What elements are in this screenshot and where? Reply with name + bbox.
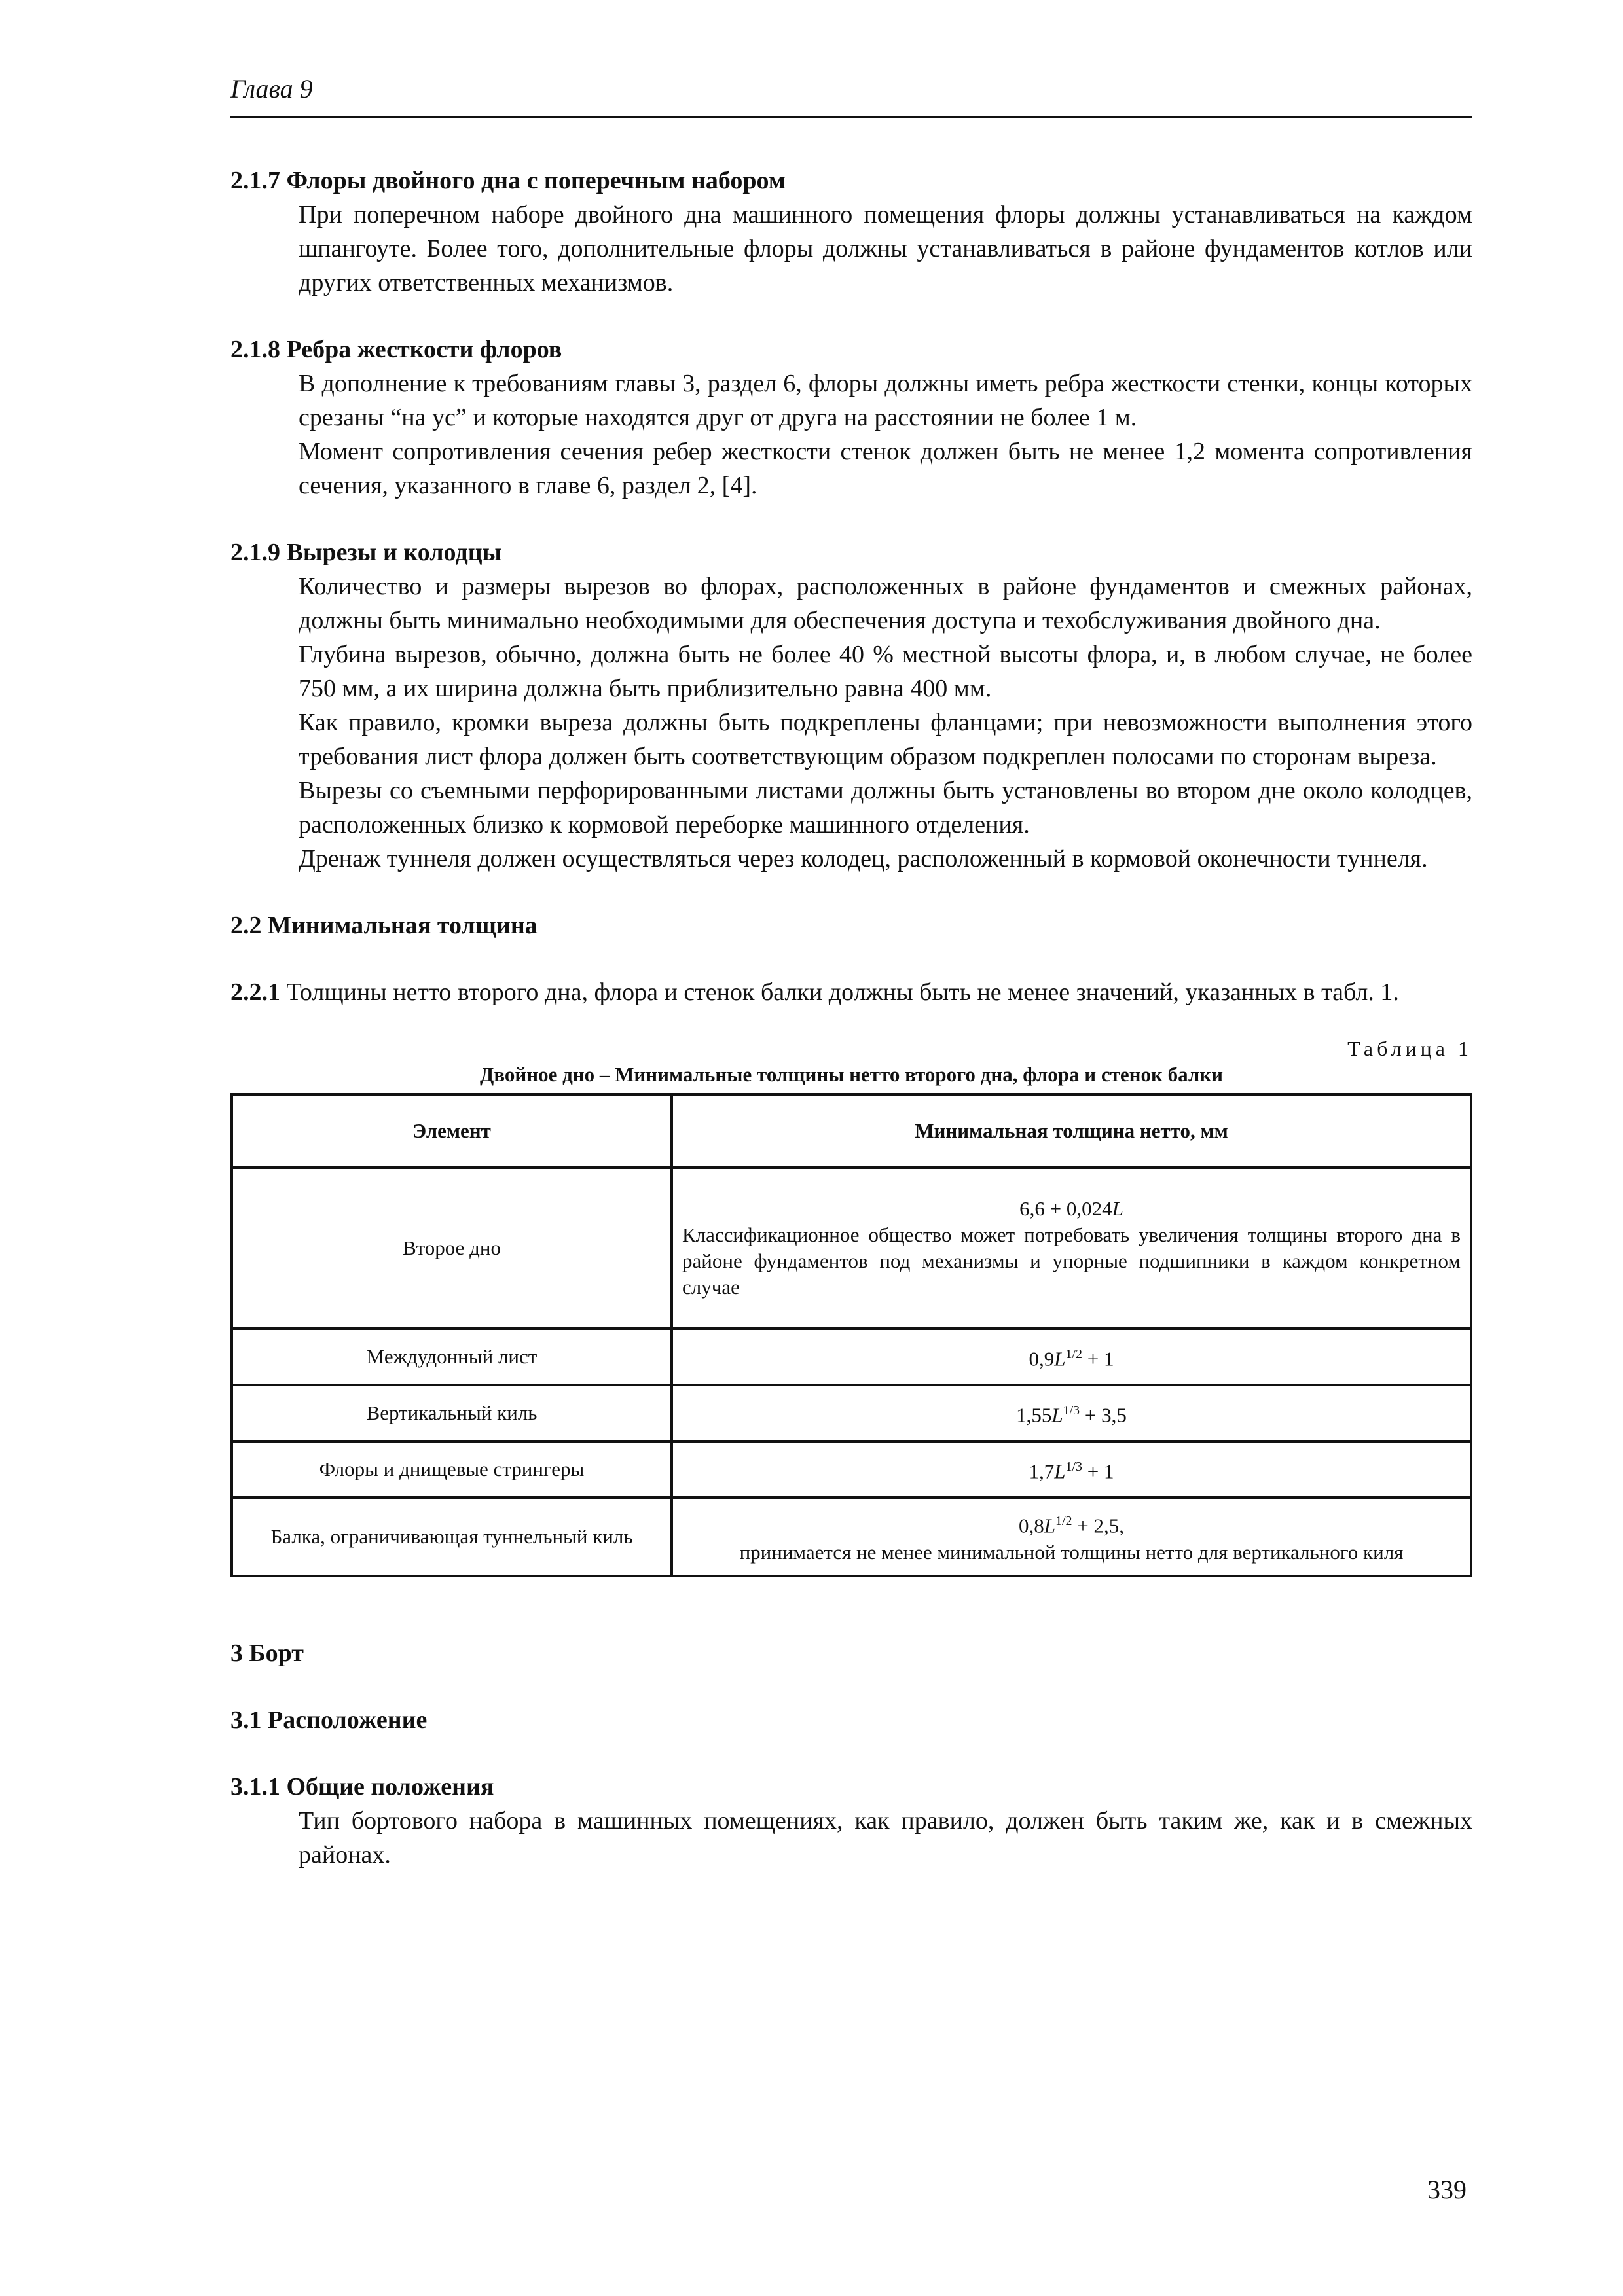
formula: $0,8L^{1/2} + 2,5$, (1018, 1514, 1125, 1537)
element-cell: Второе дно (232, 1168, 672, 1329)
element-cell: Балка, ограничивающая туннельный киль (232, 1498, 672, 1576)
table-row (232, 1168, 1471, 1329)
item-2-2-1 (230, 975, 1472, 1009)
paragraph: Момент сопротивления сечения ребер жесткости стенок должен быть не менее 1,2 момента сопротивления сечения, указанного в главе 6, раздел 2, [4]. (299, 438, 1472, 499)
cell-note: Классификационное общество может потребовать увеличения толщины второго дна в районе фундаментов под механизмы и упорные подшипники в каждом конкретном случае (682, 1223, 1461, 1299)
thickness-cell (672, 1329, 1471, 1385)
paragraph: Глубина вырезов, обычно, должна быть не более 40 % местной высоты флора, и, в любом случае, не более 750 мм, а их ширина должна быть приблизительно равна 400 мм. (299, 641, 1472, 702)
table-row (232, 1385, 1471, 1441)
element-cell: Вертикальный киль (232, 1385, 672, 1441)
section-2-1-7 (230, 164, 1472, 300)
thickness-table (230, 1093, 1472, 1577)
section-title: 2.1.8 Ребра жесткости флоров (230, 336, 562, 363)
paragraph: При поперечном наборе двойного дна машинного помещения флоры должны устанавливаться на каждом шпангоуте. Более того, дополнительные флоры должны устанавливаться в районе фундаментов котлов или других ответственных механизмов. (299, 201, 1472, 296)
element-cell: Флоры и днищевые стрингеры (232, 1441, 672, 1498)
spacer (230, 1577, 1472, 1636)
page-number: 339 (1427, 2175, 1467, 2204)
paragraph: Количество и размеры вырезов во флорах, расположенных в районе фундаментов и смежных районах, должны быть минимально необходимыми для обеспечения доступа и техобслуживания двойного дна. (299, 573, 1472, 634)
table-row (232, 1329, 1471, 1385)
section-title: 2.1.9 Вырезы и колодцы (230, 539, 502, 566)
section-2-1-8 (230, 332, 1472, 503)
section-3-title: 3 Борт (230, 1640, 304, 1667)
item-text: Толщины нетто второго дна, флора и стенок балки должны быть не менее значений, указанных в табл. 1. (286, 978, 1399, 1006)
column-header-thickness: Минимальная толщина нетто, мм (672, 1094, 1471, 1168)
formula: $1,55L^{1/3} + 3,5$ (1016, 1403, 1127, 1427)
thickness-cell (672, 1498, 1471, 1576)
thickness-cell (672, 1441, 1471, 1498)
section-2-2-title: 2.2 Минимальная толщина (230, 912, 538, 939)
paragraph: В дополнение к требованиям главы 3, раздел 6, флоры должны иметь ребра жесткости стенки, концы которых срезаны “на ус” и которые находятся друг от друга на расстоянии не более 1 м. (299, 370, 1472, 431)
table-header-row (232, 1094, 1471, 1168)
paragraph: Как правило, кромки выреза должны быть подкреплены фланцами; при невозможности выполнения этого требования лист флора должен быть соответствующим образом подкреплен полосами по сторонам выреза. (299, 709, 1472, 770)
paragraph: Дренаж туннеля должен осуществляться через колодец, расположенный в кормовой оконечности туннеля. (299, 845, 1428, 872)
table-row (232, 1498, 1471, 1576)
section-2-1-9 (230, 535, 1472, 876)
page-content (230, 164, 1472, 1872)
table-row (232, 1441, 1471, 1498)
thickness-cell (672, 1168, 1471, 1329)
table-caption: Двойное дно – Минимальные толщины нетто второго дна, флора и стенок балки (480, 1063, 1223, 1086)
running-title: Глава 9 (230, 74, 313, 103)
column-header-element: Элемент (232, 1094, 672, 1168)
thickness-cell (672, 1385, 1471, 1441)
paragraph: Вырезы со съемными перфорированными листами должны быть установлены во втором дне около колодцев, расположенных близко к кормовой переборке машинного отделения. (299, 777, 1472, 838)
formula: $0,9L^{1/2} + 1$ (1029, 1347, 1114, 1371)
section-3-1-title: 3.1 Расположение (230, 1706, 428, 1734)
header-rule (230, 116, 1472, 118)
formula: 6,6 + 0,024L (1019, 1197, 1123, 1220)
cell-note: принимается не менее минимальной толщины нетто для вертикального киля (739, 1540, 1404, 1564)
section-title: 2.1.7 Флоры двойного дна с поперечным набором (230, 167, 786, 194)
section-3-1-1-title: 3.1.1 Общие положения (230, 1773, 494, 1801)
formula: $1,7L^{1/3} + 1$ (1029, 1460, 1114, 1483)
table-label: Таблица 1 (1347, 1037, 1472, 1060)
element-cell: Междудонный лист (232, 1329, 672, 1385)
paragraph: Тип бортового набора в машинных помещениях, как правило, должен быть таким же, как и в смежных районах. (299, 1807, 1472, 1869)
item-number: 2.2.1 (230, 978, 280, 1006)
